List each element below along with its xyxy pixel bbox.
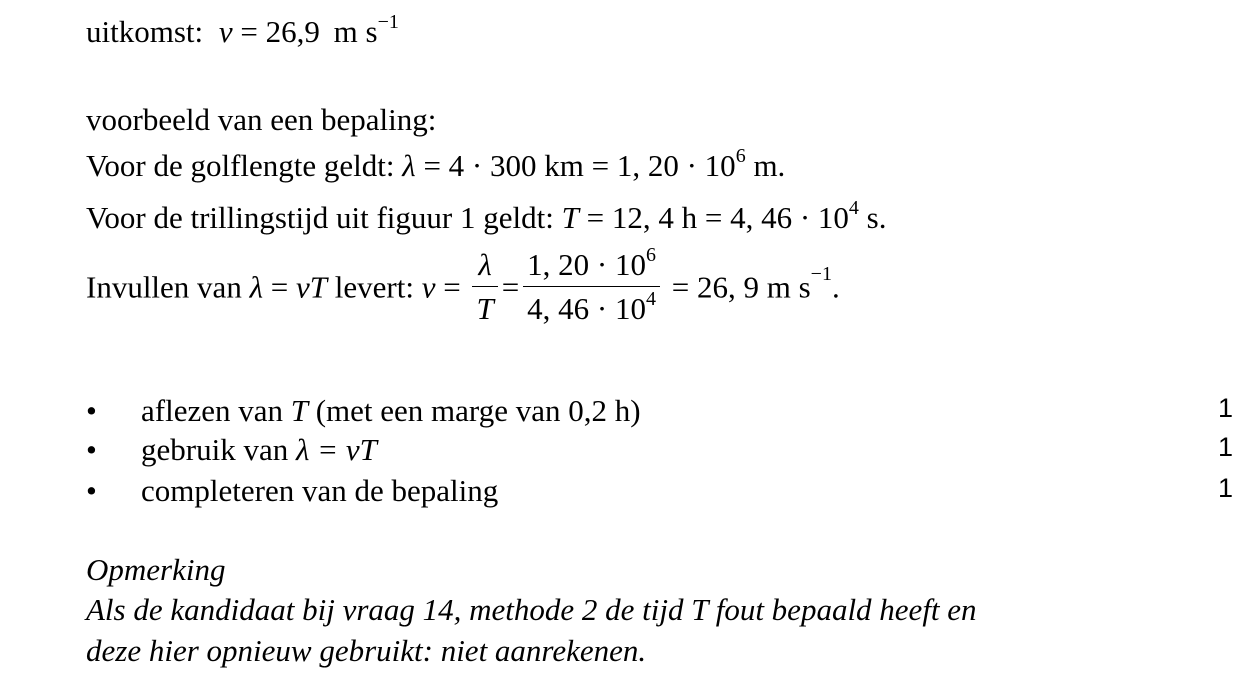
line1-expr: = 4 · 300 km = 1, 20 · 10: [415, 148, 736, 183]
criterion-score: 1: [1217, 432, 1233, 462]
criterion-row: [0, 473, 1243, 507]
criterion-bullet: •: [86, 432, 97, 467]
criterion-math: T: [290, 393, 308, 428]
criterion-score: 1: [1217, 473, 1233, 503]
result-unit: m s: [333, 14, 378, 49]
remark-title: Opmerking: [86, 552, 226, 587]
criterion-bullet: •: [86, 473, 97, 508]
criterion-score: 1: [1217, 393, 1233, 423]
criterion-text: [141, 393, 641, 429]
line2-expr: = 12, 4 h = 4, 46 · 10: [578, 200, 849, 235]
criterion-bullet: •: [86, 393, 97, 428]
line3-result-exp: −1: [810, 263, 832, 286]
line1-text: Voor de golflengte geldt:: [86, 148, 403, 183]
line3-eq2: =: [435, 269, 469, 305]
example-line-wavelength: [86, 145, 786, 183]
result-value: 26,9: [265, 14, 320, 49]
frac2-den-text: 4, 46 · 10: [527, 290, 646, 326]
criterion-text: [141, 432, 377, 468]
criterion-post: (met een marge van 0,2 h): [307, 393, 641, 428]
example-line-period: [86, 197, 887, 235]
remark-line-1: Als de kandidaat bij vraag 14, methode 2 de tijd T fout bepaald heeft en: [86, 592, 977, 627]
fraction-lambda-over-T: [472, 249, 497, 325]
line3-text-a: Invullen van: [86, 269, 250, 305]
criterion-text: [141, 473, 498, 509]
line3-vT: vT: [296, 269, 327, 305]
criterion-pre: aflezen van: [141, 393, 291, 428]
example-line-substitution: [86, 244, 840, 326]
frac1-denominator: T: [476, 290, 494, 326]
frac2-den-exp: 4: [646, 287, 656, 310]
result-line: [86, 11, 399, 49]
line3-lambda: λ: [249, 269, 264, 305]
remark-line-2: deze hier opnieuw gebruikt: niet aanrekenen.: [86, 633, 647, 668]
line2-unit: s.: [858, 200, 887, 235]
line1-lambda: λ: [402, 148, 416, 183]
line1-exp: 6: [735, 145, 746, 167]
result-eq: =: [232, 14, 266, 49]
example-heading: voorbeeld van een bepaling:: [86, 102, 437, 137]
frac2-denominator: [523, 287, 660, 326]
line3-eq3: =: [501, 269, 520, 305]
criterion-row: [0, 432, 1243, 466]
line3-end: .: [831, 269, 840, 305]
criterion-math: λ = vT: [295, 432, 377, 467]
result-label: uitkomst:: [86, 14, 204, 49]
frac1-numerator: λ: [472, 249, 497, 287]
frac2-numerator: [523, 244, 660, 287]
line2-text: Voor de trillingstijd uit figuur 1 geldt:: [86, 200, 562, 235]
result-v: v: [218, 14, 233, 49]
criterion-row: [0, 393, 1243, 427]
line2-exp: 4: [848, 197, 859, 219]
line3-eq: =: [263, 269, 296, 305]
line3-v: v: [421, 269, 436, 305]
frac2-num-text: 1, 20 · 10: [527, 247, 646, 282]
criterion-pre: gebruik van: [141, 432, 296, 467]
criterion-pre: completeren van de bepaling: [141, 473, 499, 508]
line3-result: = 26, 9 m s: [664, 269, 811, 305]
line3-text-b: levert:: [327, 269, 422, 305]
frac2-num-exp: 6: [646, 244, 656, 266]
fraction-values: [523, 244, 660, 326]
result-unit-exp: −1: [377, 11, 399, 33]
line1-unit: m.: [745, 148, 786, 183]
line2-T: T: [561, 200, 579, 235]
